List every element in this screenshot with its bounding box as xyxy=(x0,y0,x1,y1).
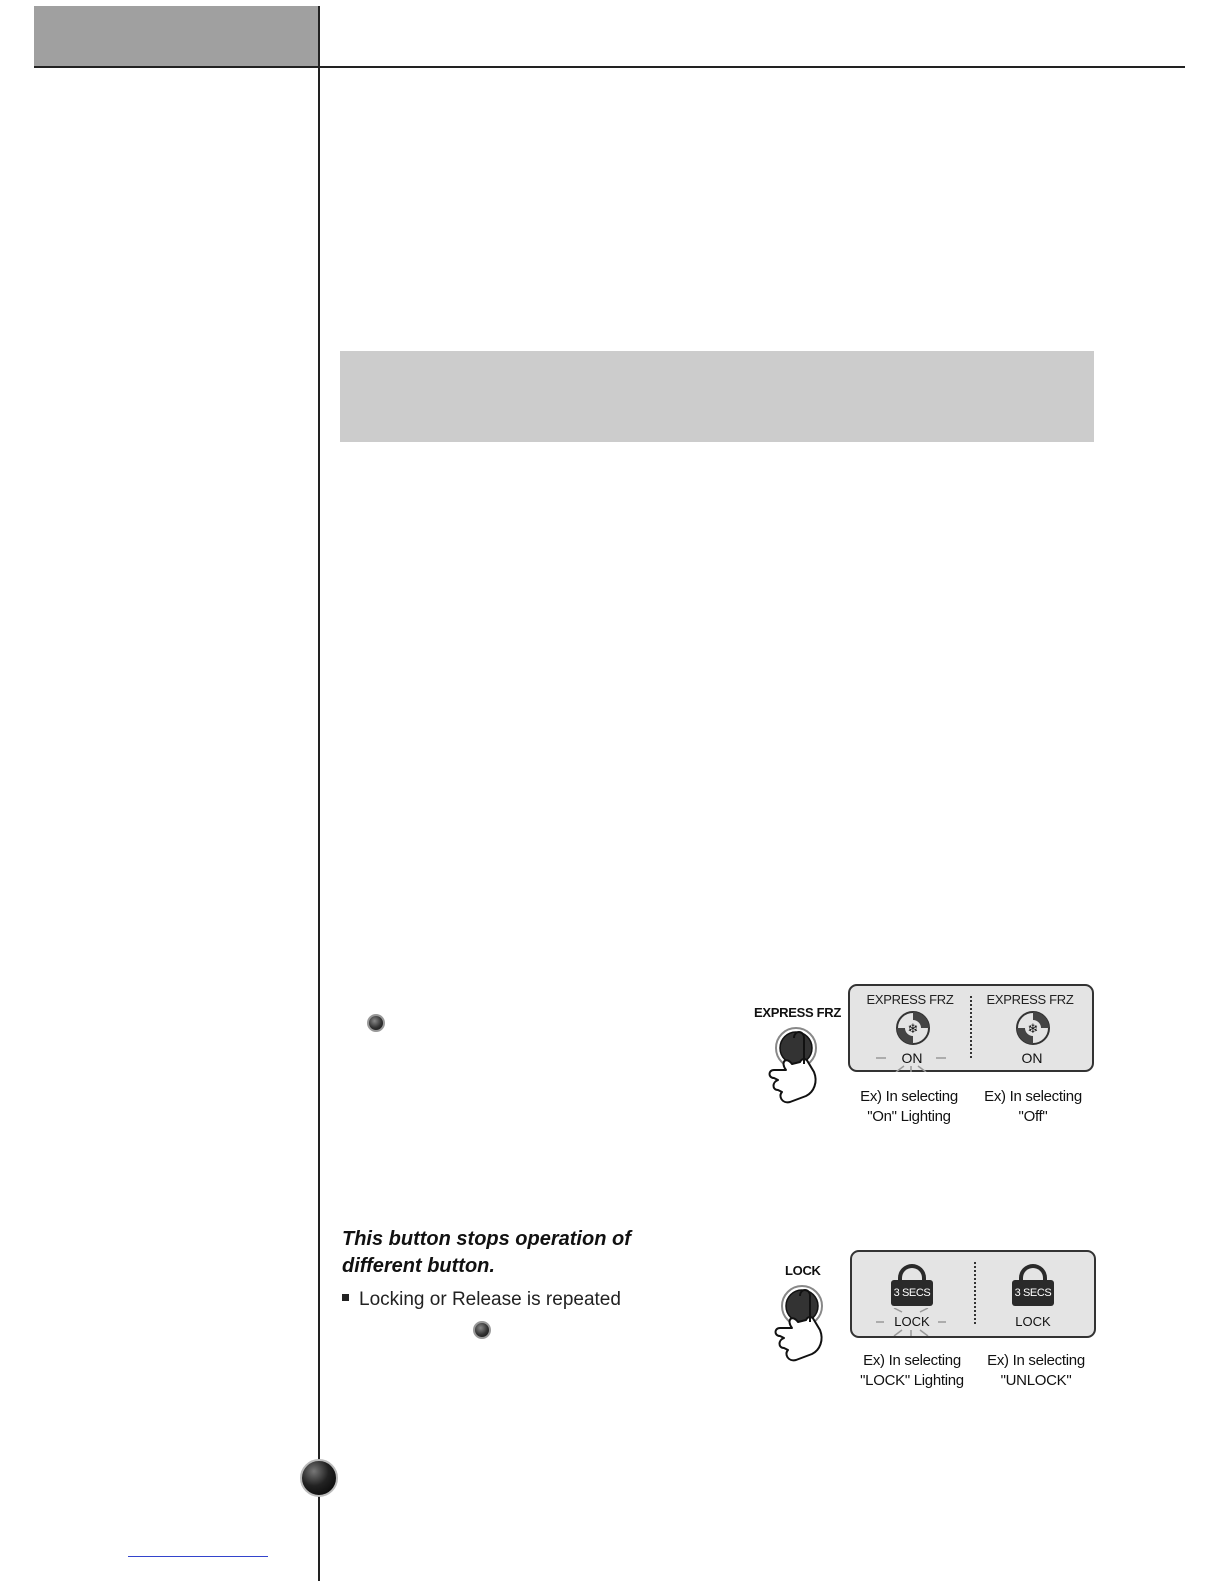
lock-display-panel xyxy=(850,1250,1096,1338)
press-hand-icon xyxy=(764,1024,828,1110)
header-corner-block xyxy=(34,6,320,67)
padlock-icon xyxy=(898,1264,926,1280)
margin-rule xyxy=(318,6,320,1581)
panel-state: LOCK xyxy=(894,1314,930,1329)
panel-state: ON xyxy=(901,1050,923,1066)
lock-section-heading: This button stops operation of different button. xyxy=(342,1228,631,1277)
caption-right xyxy=(966,1351,1106,1391)
caption-line: "LOCK" Lighting xyxy=(860,1372,964,1389)
svg-text:❄: ❄ xyxy=(907,1022,919,1037)
padlock-icon xyxy=(1019,1264,1047,1280)
caption-line: "On" Lighting xyxy=(867,1108,951,1125)
lock-bullet-text: Locking or Release is repeated xyxy=(359,1289,621,1310)
lock-section-bullet xyxy=(342,1288,621,1312)
caption-line: "UNLOCK" xyxy=(1000,1372,1072,1389)
panel-state: ON xyxy=(1021,1050,1043,1066)
bullet-square-icon xyxy=(342,1294,349,1301)
footer-link-underline[interactable] xyxy=(128,1556,268,1557)
press-hand-icon xyxy=(770,1282,834,1368)
svg-text:❄: ❄ xyxy=(1027,1022,1039,1037)
lock-badge: 3 SECS xyxy=(1012,1280,1054,1306)
header-rule xyxy=(34,66,1185,68)
panel-state: LOCK xyxy=(1015,1314,1051,1329)
caption-left xyxy=(839,1087,979,1127)
caption-line: Ex) In selecting xyxy=(860,1088,958,1105)
snowflake-fan-icon xyxy=(895,1010,931,1046)
caption-line: Ex) In selecting xyxy=(984,1088,1082,1105)
page-number-dot-icon xyxy=(300,1459,338,1497)
caption-line: Ex) In selecting xyxy=(863,1352,961,1369)
snowflake-fan-icon xyxy=(1015,1010,1051,1046)
caption-line: "Off" xyxy=(1018,1108,1048,1125)
section-band xyxy=(340,351,1094,442)
lock-button-label: LOCK xyxy=(785,1263,821,1278)
express-frz-display-panel xyxy=(848,984,1094,1072)
caption-right xyxy=(963,1087,1103,1127)
express-frz-button-label: EXPRESS FRZ xyxy=(754,1005,841,1020)
button-glyph-icon xyxy=(367,1014,385,1032)
panel-title: EXPRESS FRZ xyxy=(986,992,1074,1007)
caption-line: Ex) In selecting xyxy=(987,1352,1085,1369)
button-glyph-icon xyxy=(473,1321,491,1339)
lock-badge: 3 SECS xyxy=(891,1280,933,1306)
panel-title: EXPRESS FRZ xyxy=(866,992,954,1007)
caption-left xyxy=(842,1351,982,1391)
